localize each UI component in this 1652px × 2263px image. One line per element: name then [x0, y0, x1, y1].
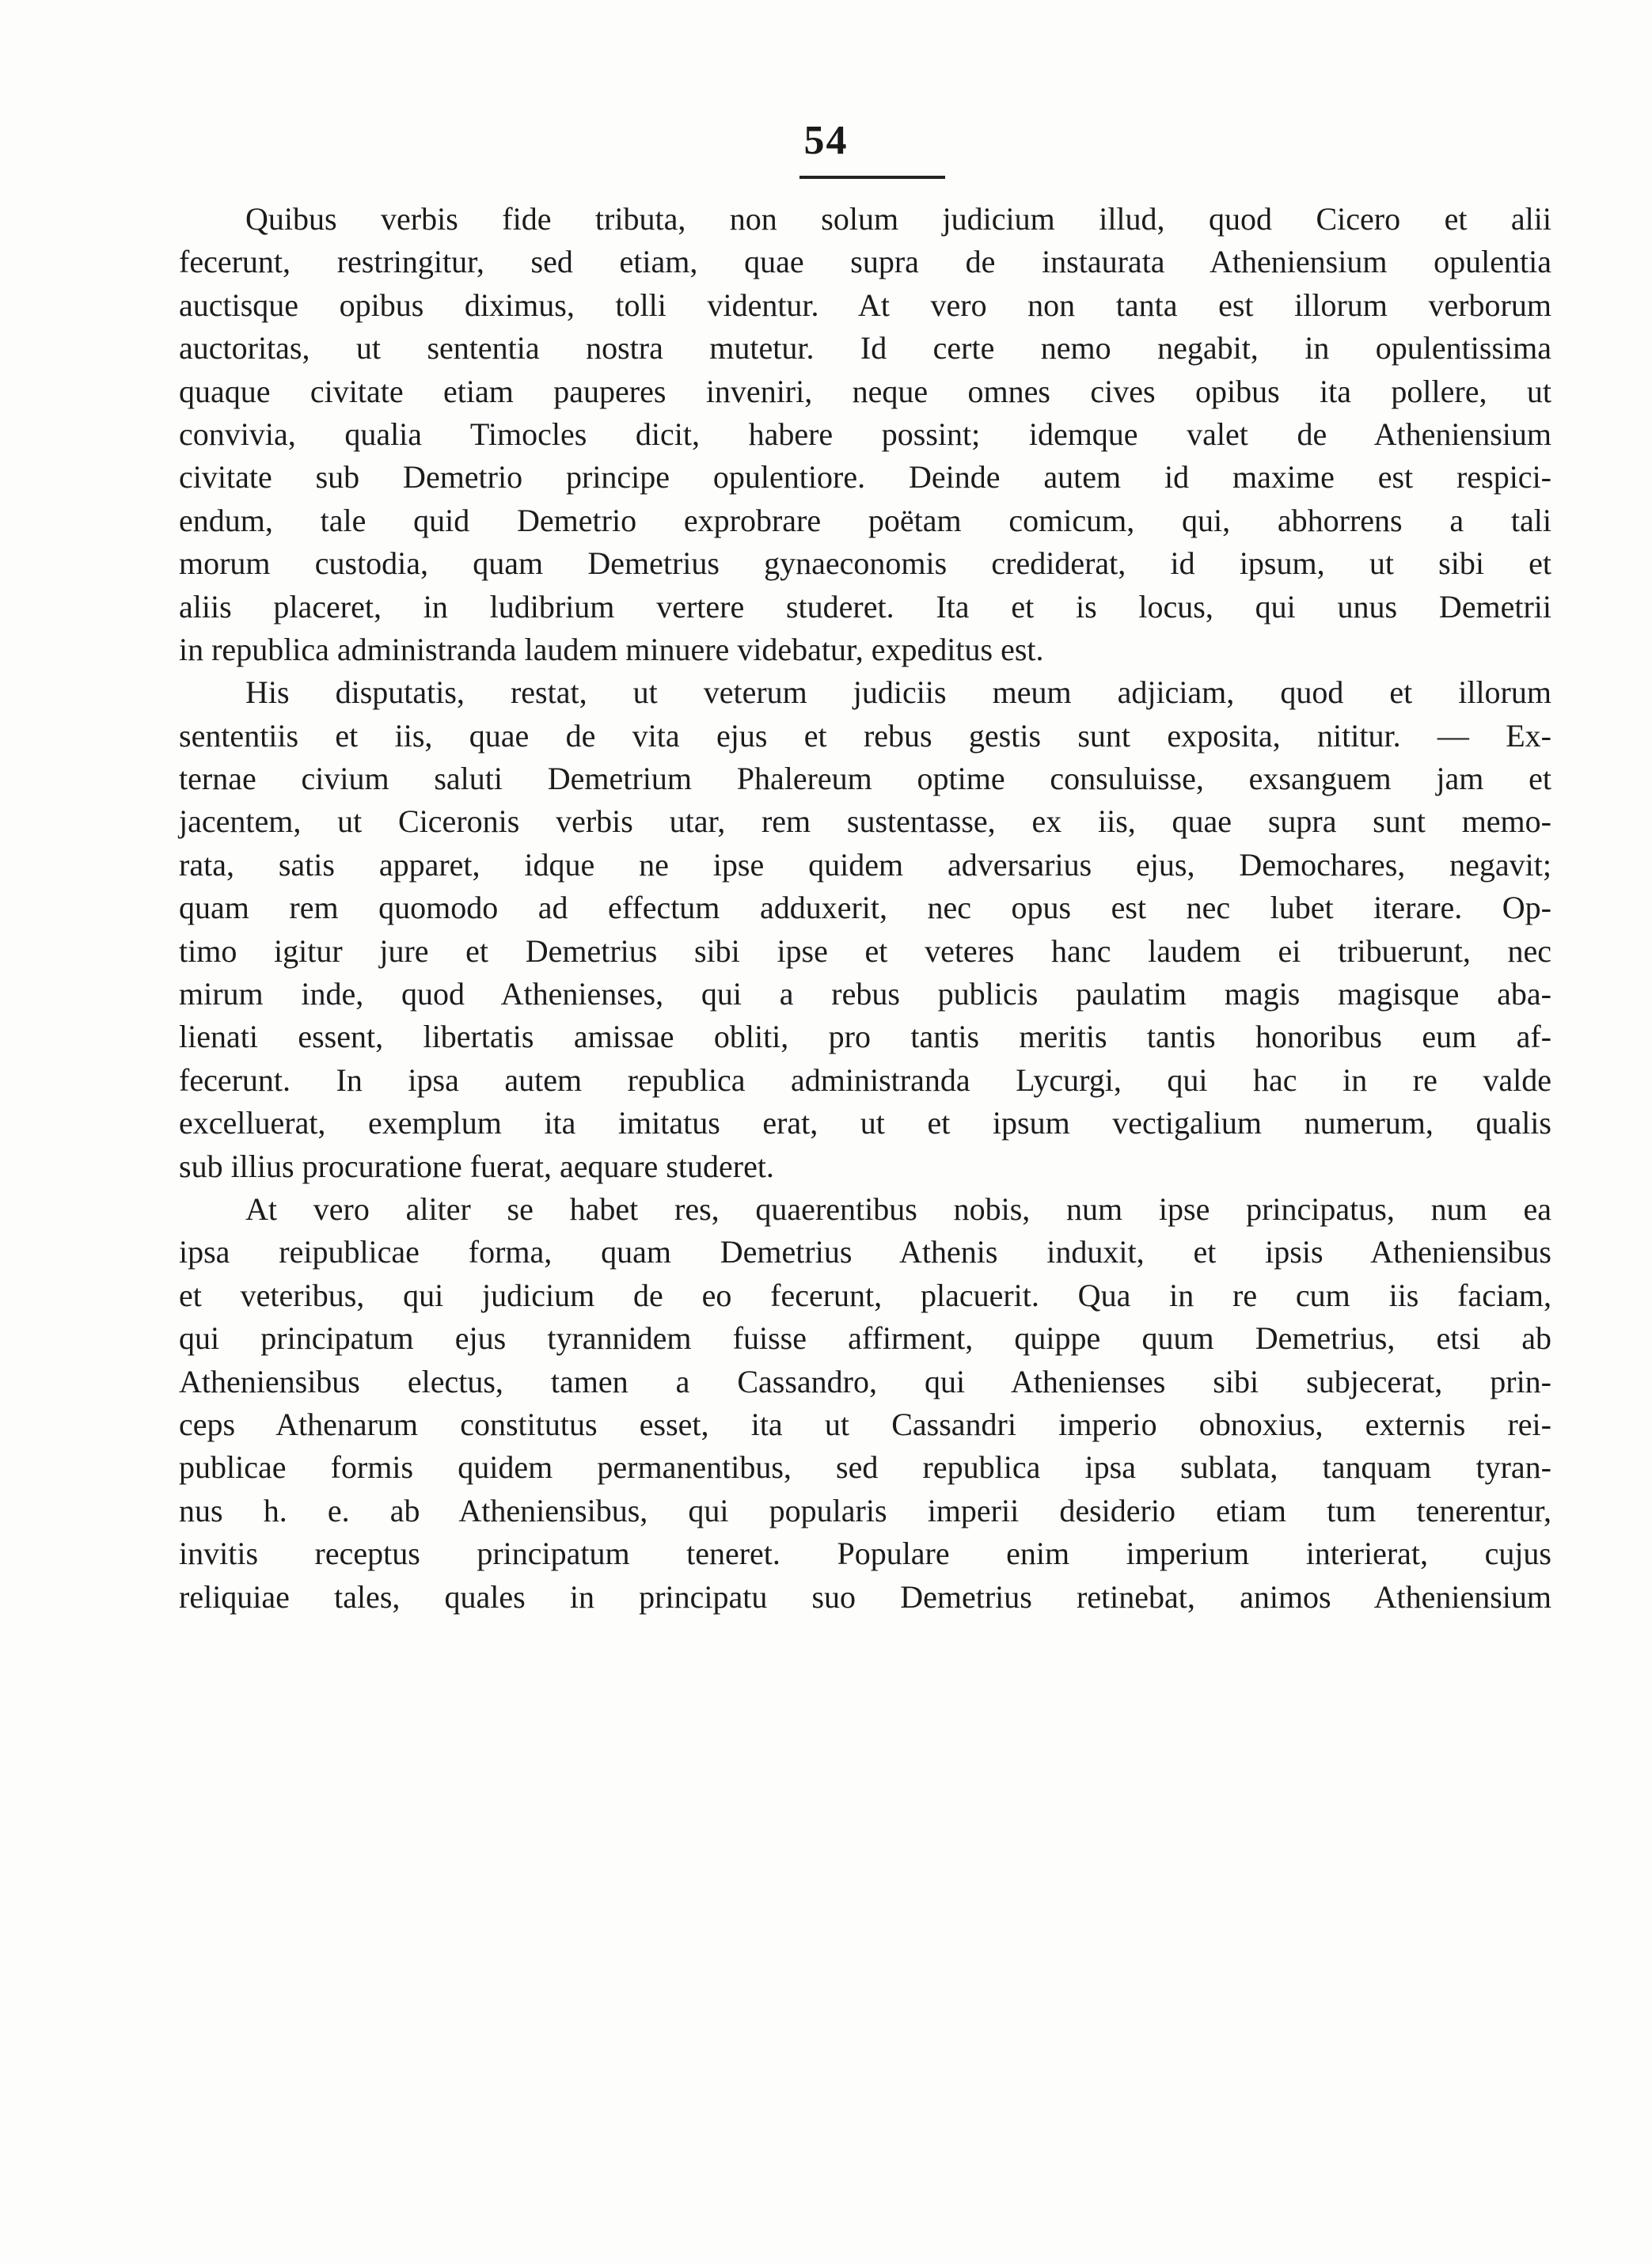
text-line: His disputatis, restat, ut veterum judiciis meum adjiciam, quod et illorum [245, 674, 1551, 711]
text-line: jacentem, ut Ciceronis verbis utar, rem sustentasse, ex iis, quae supra sunt memo- [179, 803, 1551, 840]
text-line: invitis receptus principatum teneret. Populare enim imperium interierat, cujus [179, 1536, 1551, 1572]
text-line: Atheniensibus electus, tamen a Cassandro, qui Athenienses sibi subjecerat, prin- [179, 1363, 1551, 1399]
text-line: qui principatum ejus tyrannidem fuisse affirment, quippe quum Demetrius, etsi ab [179, 1320, 1551, 1357]
text-line: publicae formis quidem permanentibus, sed republica ipsa sublata, tanquam tyran- [179, 1449, 1551, 1486]
text-line: et veteribus, qui judicium de eo fecerunt, placuerit. Qua in re cum iis faciam, [179, 1277, 1551, 1313]
text-line: mirum inde, quod Athenienses, qui a rebus publicis paulatim magis magisque aba- [179, 976, 1551, 1012]
text-line: fecerunt. In ipsa autem republica administranda Lycurgi, qui hac in re valde [179, 1061, 1551, 1098]
text-line: reliquiae tales, quales in principatu suo Demetrius retinebat, animos Atheniensium [179, 1578, 1551, 1615]
text-line: civitate sub Demetrio principe opulentiore. Deinde autem id maxime est respici- [179, 459, 1551, 496]
text-line: ternae civium saluti Demetrium Phalereum optime consuluisse, exsanguem jam et [179, 761, 1551, 797]
text-line: convivia, qualia Timocles dicit, habere possint; idemque valet de Atheniensium [179, 416, 1551, 452]
text-line: At vero aliter se habet res, quaerentibus nobis, num ipse principatus, num ea [245, 1190, 1551, 1227]
text-line: ceps Athenarum constitutus esset, ita ut Cassandri imperio obnoxius, externis rei- [179, 1406, 1551, 1442]
text-line: sententiis et iis, quae de vita ejus et rebus gestis sunt exposita, nititur. — Ex- [179, 717, 1551, 754]
page-number-rule [799, 176, 945, 179]
text-line: auctoritas, ut sententia nostra mutetur. Id certe nemo negabit, in opulentissima [179, 330, 1551, 366]
text-line: quaque civitate etiam pauperes inveniri, neque omnes cives opibus ita pollere, ut [179, 373, 1551, 409]
text-line: Quibus verbis fide tributa, non solum judicium illud, quod Cicero et alii [245, 201, 1551, 237]
text-line: rata, satis apparet, idque ne ipse quidem adversarius ejus, Demochares, negavit; [179, 846, 1551, 883]
text-line: in republica administranda laudem minuere videbatur, expeditus est. [179, 631, 1044, 667]
text-line: ipsa reipublicae forma, quam Demetrius Athenis induxit, et ipsis Atheniensibus [179, 1234, 1551, 1270]
text-line: sub illius procuratione fuerat, aequare studeret. [179, 1148, 774, 1184]
text-line: timo igitur jure et Demetrius sibi ipse et veteres hanc laudem ei tribuerunt, nec [179, 932, 1551, 969]
text-line: fecerunt, restringitur, sed etiam, quae supra de instaurata Atheniensium opulentia [179, 244, 1551, 280]
body-text [179, 198, 1551, 1619]
text-line: endum, tale quid Demetrio exprobrare poëtam comicum, qui, abhorrens a tali [179, 502, 1551, 538]
text-line: excelluerat, exemplum ita imitatus erat, ut et ipsum vectigalium numerum, qualis [179, 1105, 1551, 1141]
page-number: 54 [803, 118, 849, 163]
text-line: auctisque opibus diximus, tolli videntur. At vero non tanta est illorum verborum [179, 287, 1551, 323]
text-line: quam rem quomodo ad effectum adduxerit, nec opus est nec lubet iterare. Op- [179, 890, 1551, 926]
text-line: aliis placeret, in ludibrium vertere studeret. Ita et is locus, qui unus Demetrii [179, 588, 1551, 625]
text-line: nus h. e. ab Atheniensibus, qui popularis imperii desiderio etiam tum tenerentur, [179, 1492, 1551, 1528]
text-line: lienati essent, libertatis amissae obliti, pro tantis meritis tantis honoribus eum af- [179, 1019, 1551, 1055]
text-line: morum custodia, quam Demetrius gynaeconomis crediderat, id ipsum, ut sibi et [179, 545, 1551, 582]
